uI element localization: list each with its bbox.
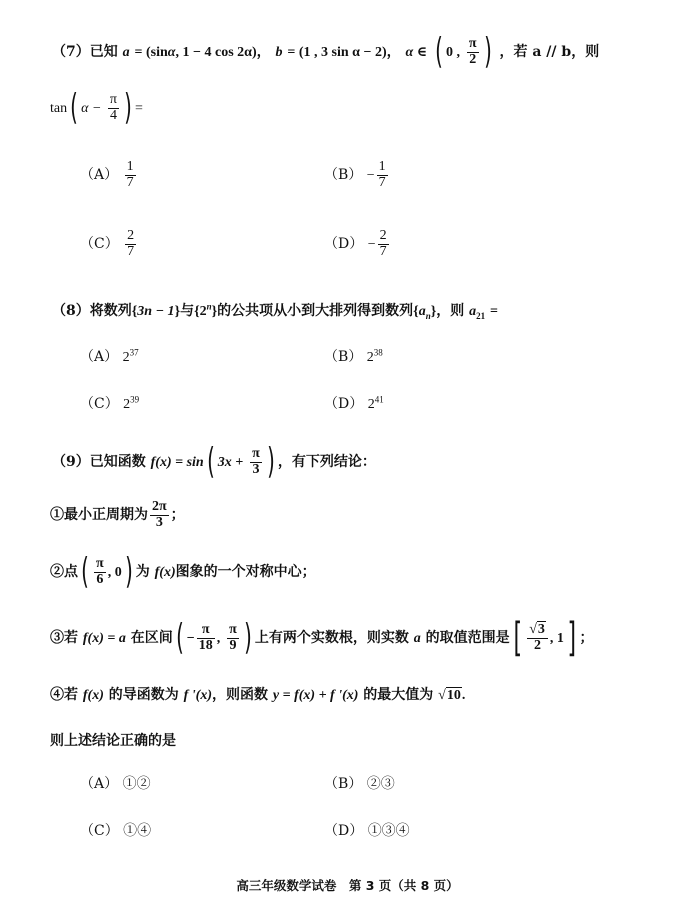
q8-option-a[interactable] <box>80 346 139 366</box>
option-base: 2 <box>366 350 374 365</box>
brace-left: { <box>131 304 138 319</box>
option-num: 2 <box>127 228 135 243</box>
s3-mid2: 上有两个实数根，则实数 <box>254 630 409 646</box>
q8-seq3-sub: n <box>425 310 431 321</box>
q8-ask: ，则 <box>436 303 465 319</box>
s1-post: ； <box>170 507 185 524</box>
s3-sqrt: 3 <box>537 621 545 637</box>
q7-option-a[interactable] <box>80 160 138 190</box>
paren-left: ( <box>70 87 78 128</box>
option-label: （A） <box>80 167 119 184</box>
s3-fx: f(x) = a <box>82 631 126 646</box>
s4-fpx: f '(x) <box>183 688 213 703</box>
q9-frac-num: π <box>252 445 260 461</box>
s3-mid: 在区间 <box>130 630 173 646</box>
q9-tail: ，有下列结论： <box>277 454 376 470</box>
q9-fx: f(x) = sin <box>150 455 204 470</box>
s3-mid3: 的取值范围是 <box>425 630 510 646</box>
option-den: 7 <box>127 243 135 259</box>
paren-left: ( <box>175 617 184 658</box>
option-label: （B） <box>324 776 363 792</box>
s4-y: y = f(x) + f '(x) <box>272 688 359 703</box>
option-den: 7 <box>126 174 134 190</box>
q9-conclusion: 则上述结论正确的是 <box>50 733 176 749</box>
q7-alpha: α <box>167 45 176 60</box>
option-label: （C） <box>80 823 119 839</box>
option-num: 1 <box>126 159 134 174</box>
option-frac <box>377 160 388 190</box>
s3-one: , 1 <box>549 631 564 646</box>
s2-zero: , 0 <box>107 565 122 580</box>
s3-den2: 9 <box>229 637 237 653</box>
option-exp: 37 <box>129 347 139 358</box>
s3-den3: 2 <box>534 637 542 653</box>
q7-option-d[interactable] <box>324 229 391 259</box>
option-text: ①② <box>122 776 151 792</box>
option-label: （C） <box>80 236 119 253</box>
option-label: （D） <box>324 396 364 412</box>
option-label: （A） <box>80 776 119 792</box>
q7-option-b[interactable] <box>324 160 390 190</box>
s4-mid3: 的最大值为 <box>363 687 434 703</box>
option-exp: 38 <box>373 347 383 358</box>
q7-frac-pi4-den: 4 <box>109 107 117 123</box>
brace-left: { <box>413 304 419 319</box>
paren-right: ) <box>266 441 275 482</box>
q8-stem <box>52 300 498 321</box>
q8-target: a <box>469 304 477 319</box>
q8-option-b[interactable] <box>324 346 383 366</box>
option-label: （D） <box>324 823 364 839</box>
s3-a: a <box>413 631 421 646</box>
q9-statement-4: ④若 f(x) 的导函数为 f '(x)，则函数 y = f(x) + f '(x) 的最大值为 √10. <box>50 687 466 703</box>
q7-vec-a-pre: = (sin <box>134 45 168 60</box>
option-frac <box>125 160 136 190</box>
s4-post: . <box>461 688 466 703</box>
q7-equals: = <box>135 101 143 116</box>
s2-post: 图象的一个对称中心； <box>175 564 316 580</box>
s2-wei: 为 <box>135 564 150 580</box>
q9-statement-3 <box>50 615 594 661</box>
option-exp: 41 <box>374 394 384 405</box>
q7-frac-pi: π <box>468 35 477 51</box>
q9-option-b[interactable] <box>324 773 395 793</box>
s3-text: ③若 <box>50 630 78 646</box>
q9-statement-2 <box>50 551 316 592</box>
s2-num: π <box>96 555 104 571</box>
paren-right: ) <box>243 617 252 658</box>
option-den: 7 <box>378 174 386 190</box>
option-frac <box>125 229 136 259</box>
q8-equals: = <box>490 304 498 319</box>
s2-fx: f(x) <box>154 565 176 580</box>
paren-left: ( <box>81 551 89 592</box>
bracket-left: [ <box>513 615 522 661</box>
s4-text: ④若 <box>50 687 78 703</box>
option-sign: − <box>366 168 375 184</box>
s3-frac-2 <box>227 623 239 653</box>
s3-num1: π <box>197 623 215 639</box>
s1-frac <box>150 500 169 530</box>
brace-right: } <box>174 304 181 319</box>
q7-label: （7）已知 <box>52 44 118 60</box>
option-label: （D） <box>324 236 364 253</box>
q8-option-d[interactable] <box>324 393 384 413</box>
brace-right: } <box>430 304 437 319</box>
q9-option-a[interactable] <box>80 773 151 793</box>
s2-frac <box>94 557 106 587</box>
q7-stem <box>52 31 600 72</box>
q7-tan: tan <box>50 101 68 116</box>
s3-neg: − <box>186 631 195 646</box>
paren-left: ( <box>206 441 215 482</box>
s3-num2: π <box>229 621 237 637</box>
q7-frac-pi4-num: π <box>109 91 117 107</box>
q9-option-d[interactable] <box>324 820 410 840</box>
s2-den: 6 <box>96 571 104 587</box>
q8-option-c[interactable] <box>80 393 139 413</box>
option-label: （B） <box>324 167 363 184</box>
s1-den: 3 <box>155 514 163 530</box>
paren-left: ( <box>435 31 443 72</box>
page-footer: 高三年级数学试卷 第 3 页（共 8 页） <box>236 878 459 893</box>
q7-vec-a-post: , 1 − 4 cos 2α)， <box>175 45 271 60</box>
s3-frac-3: $\frac{√3}{2}$ <box>527 623 548 653</box>
q9-frac-pi-3 <box>250 447 262 477</box>
paren-right: ) <box>124 551 133 592</box>
q7-domain-zero: 0 , <box>446 45 461 60</box>
q7-vec-a: a <box>122 45 130 60</box>
option-text: ②③ <box>366 776 395 792</box>
q8-seq2-exp: n <box>206 301 212 312</box>
option-frac <box>378 229 389 259</box>
bracket-right: ] <box>567 615 576 661</box>
paren-right: ) <box>483 31 492 72</box>
s4-fx: f(x) <box>82 688 104 703</box>
q7-frac-pi-2 <box>467 37 479 67</box>
s4-mid2: ，则函数 <box>212 687 269 703</box>
option-label: （A） <box>80 349 119 365</box>
option-base: 2 <box>123 397 131 412</box>
q8-rest: 的公共项从小到大排列得到数列 <box>217 303 414 319</box>
q9-option-c[interactable] <box>80 820 151 840</box>
q7-vec-b-val: = (1 , 3 sin α − 2)， <box>287 45 401 60</box>
q8-seq2: 2 <box>199 304 207 319</box>
s3-den1: 18 <box>198 637 213 653</box>
q9-stem <box>52 441 376 482</box>
s1-num: 2π <box>152 499 167 514</box>
s4-mid: 的导函数为 <box>108 687 179 703</box>
paren-right: ) <box>124 87 132 128</box>
q7-tan-line <box>50 87 143 128</box>
q7-option-c[interactable] <box>80 229 138 259</box>
q9-statement-1 <box>50 500 185 530</box>
q9-arg: 3x + <box>217 455 244 470</box>
q9-label: （9）已知函数 <box>52 454 146 470</box>
s3-post: ； <box>579 630 594 646</box>
q8-seq1: 3n − 1 <box>137 304 175 319</box>
q7-tan-alpha: α − <box>81 101 102 116</box>
option-base: 2 <box>122 350 130 365</box>
option-label: （B） <box>324 349 363 365</box>
s3-comma: , <box>216 631 221 646</box>
brace-right: } <box>211 304 218 319</box>
q7-vec-b: b <box>275 45 283 60</box>
option-exp: 39 <box>130 394 140 405</box>
brace-left: { <box>194 304 200 319</box>
s3-frac-1 <box>197 623 215 653</box>
q8-label: （8）将数列 <box>52 303 132 319</box>
q8-seq3: a <box>418 304 426 319</box>
q8-mid: 与 <box>180 303 195 319</box>
s1-text: ①最小正周期为 <box>50 507 148 524</box>
option-num: 1 <box>378 159 386 174</box>
q7-frac-2: 2 <box>469 51 477 67</box>
option-text: ①④ <box>123 823 152 839</box>
option-label: （C） <box>80 396 119 412</box>
q7-cond: ，若 a // b，则 <box>499 44 600 60</box>
q8-target-sub: 21 <box>476 310 486 321</box>
option-sign: − <box>367 237 376 253</box>
q7-frac-pi-4 <box>108 93 119 123</box>
option-text: ①③④ <box>367 823 410 839</box>
q9-frac-den: 3 <box>252 461 260 477</box>
q7-domain-pre: α ∈ <box>405 45 428 60</box>
s2-text: ②点 <box>50 564 78 580</box>
option-base: 2 <box>367 397 375 412</box>
s4-sqrt: 10 <box>446 688 461 703</box>
option-den: 7 <box>379 243 387 259</box>
option-num: 2 <box>379 228 387 243</box>
